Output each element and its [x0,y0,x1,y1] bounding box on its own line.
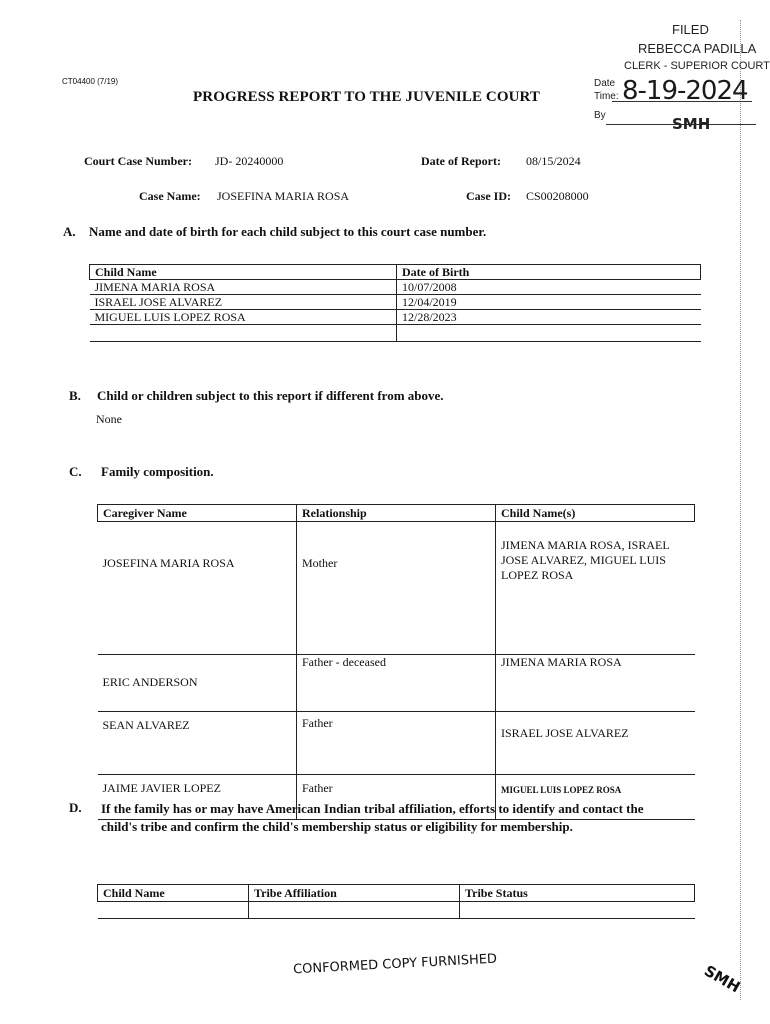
child-name-cell: MIGUEL LUIS LOPEZ ROSA [90,310,397,325]
stamp-filed: FILED [672,22,709,37]
case-id-label: Case ID: [466,189,511,203]
dob-cell: 12/04/2019 [397,295,701,310]
section-c-heading: Family composition. [101,464,214,479]
child-name-cell: JIMENA MARIA ROSA [90,280,397,295]
child-names-cell: MIGUEL LUIS LOPEZ ROSA [496,775,695,820]
tribal-affiliation-table [97,884,695,919]
tribe-status-cell [460,902,695,919]
family-composition-table [97,504,695,820]
date-of-report-value: 08/15/2024 [526,154,581,168]
document-title: PROGRESS REPORT TO THE JUVENILE COURT [193,89,541,105]
stamp-by-label: By [594,110,606,121]
table-row [98,902,695,919]
col-relationship: Relationship [297,505,496,522]
table-row [98,655,695,712]
stamp-time-label: Time: [594,91,619,102]
col-date-of-birth: Date of Birth [397,265,701,280]
caregiver-cell: JOSEFINA MARIA ROSA [98,522,297,655]
section-b-value: None [96,412,122,426]
col-child-name: Child Name [98,885,249,902]
col-tribe-affiliation: Tribe Affiliation [249,885,460,902]
children-table [89,264,701,342]
child-name-cell [90,325,397,342]
dob-cell [397,325,701,342]
table-row [90,310,701,325]
conformed-copy-stamp: CONFORMED COPY FURNISHED [292,951,498,978]
child-names-cell: ISRAEL JOSE ALVAREZ [496,712,695,775]
date-of-report-label: Date of Report: [421,154,501,168]
stamp-date-label: Date [594,78,616,89]
col-caregiver-name: Caregiver Name [98,505,297,522]
child-name-cell: ISRAEL JOSE ALVAREZ [90,295,397,310]
section-d-letter: D. [69,800,82,815]
col-child-names: Child Name(s) [496,505,695,522]
table-row [90,295,701,310]
footer-initials: SMH [701,961,744,997]
section-a-heading: Name and date of birth for each child subject to this court case number. [89,224,487,239]
col-child-name: Child Name [90,265,397,280]
dob-cell: 10/07/2008 [397,280,701,295]
stamp-handwritten-date: 8-19-2024 [622,76,748,106]
child-names-cell: JIMENA MARIA ROSA [496,655,695,712]
table-row [90,280,701,295]
relationship-cell: Mother [297,522,496,655]
court-case-number-value: JD- 20240000 [215,154,284,168]
case-id-value: CS00208000 [526,189,589,203]
form-code: CT04400 (7/19) [62,77,119,86]
child-names-cell: JIMENA MARIA ROSA, ISRAEL JOSE ALVAREZ, MIGUEL LUIS LOPEZ ROSA [496,522,695,655]
section-c-letter: C. [69,464,82,479]
stamp-initials: SMH [672,115,711,133]
section-a-letter: A. [63,224,76,239]
page-edge-marks [740,20,742,1000]
section-b-letter: B. [69,388,81,403]
relationship-cell: Father [297,775,496,820]
stamp-time-line [612,101,752,102]
table-row [90,325,701,342]
section-b-heading: Child or children subject to this report if different from above. [97,388,444,403]
case-name-value: JOSEFINA MARIA ROSA [217,189,350,203]
caregiver-cell: SEAN ALVAREZ [98,712,297,775]
table-row [98,522,695,655]
table-row [98,712,695,775]
caregiver-cell: ERIC ANDERSON [98,655,297,712]
stamp-clerk-name: REBECCA PADILLA [638,41,757,56]
relationship-cell: Father - deceased [297,655,496,712]
child-name-cell [98,902,249,919]
caregiver-cell: JAIME JAVIER LOPEZ [98,775,297,820]
col-tribe-status: Tribe Status [460,885,695,902]
section-d-heading: If the family has or may have American Indian tribal affiliation, efforts to identify and contact the child's tribe and confirm the child's membership status or eligibility for membership. [101,801,644,834]
tribe-affiliation-cell [249,902,460,919]
relationship-cell: Father [297,712,496,775]
case-name-label: Case Name: [139,189,201,203]
court-case-number-label: Court Case Number: [84,154,192,168]
stamp-clerk-title: CLERK - SUPERIOR COURT [624,60,770,72]
dob-cell: 12/28/2023 [397,310,701,325]
